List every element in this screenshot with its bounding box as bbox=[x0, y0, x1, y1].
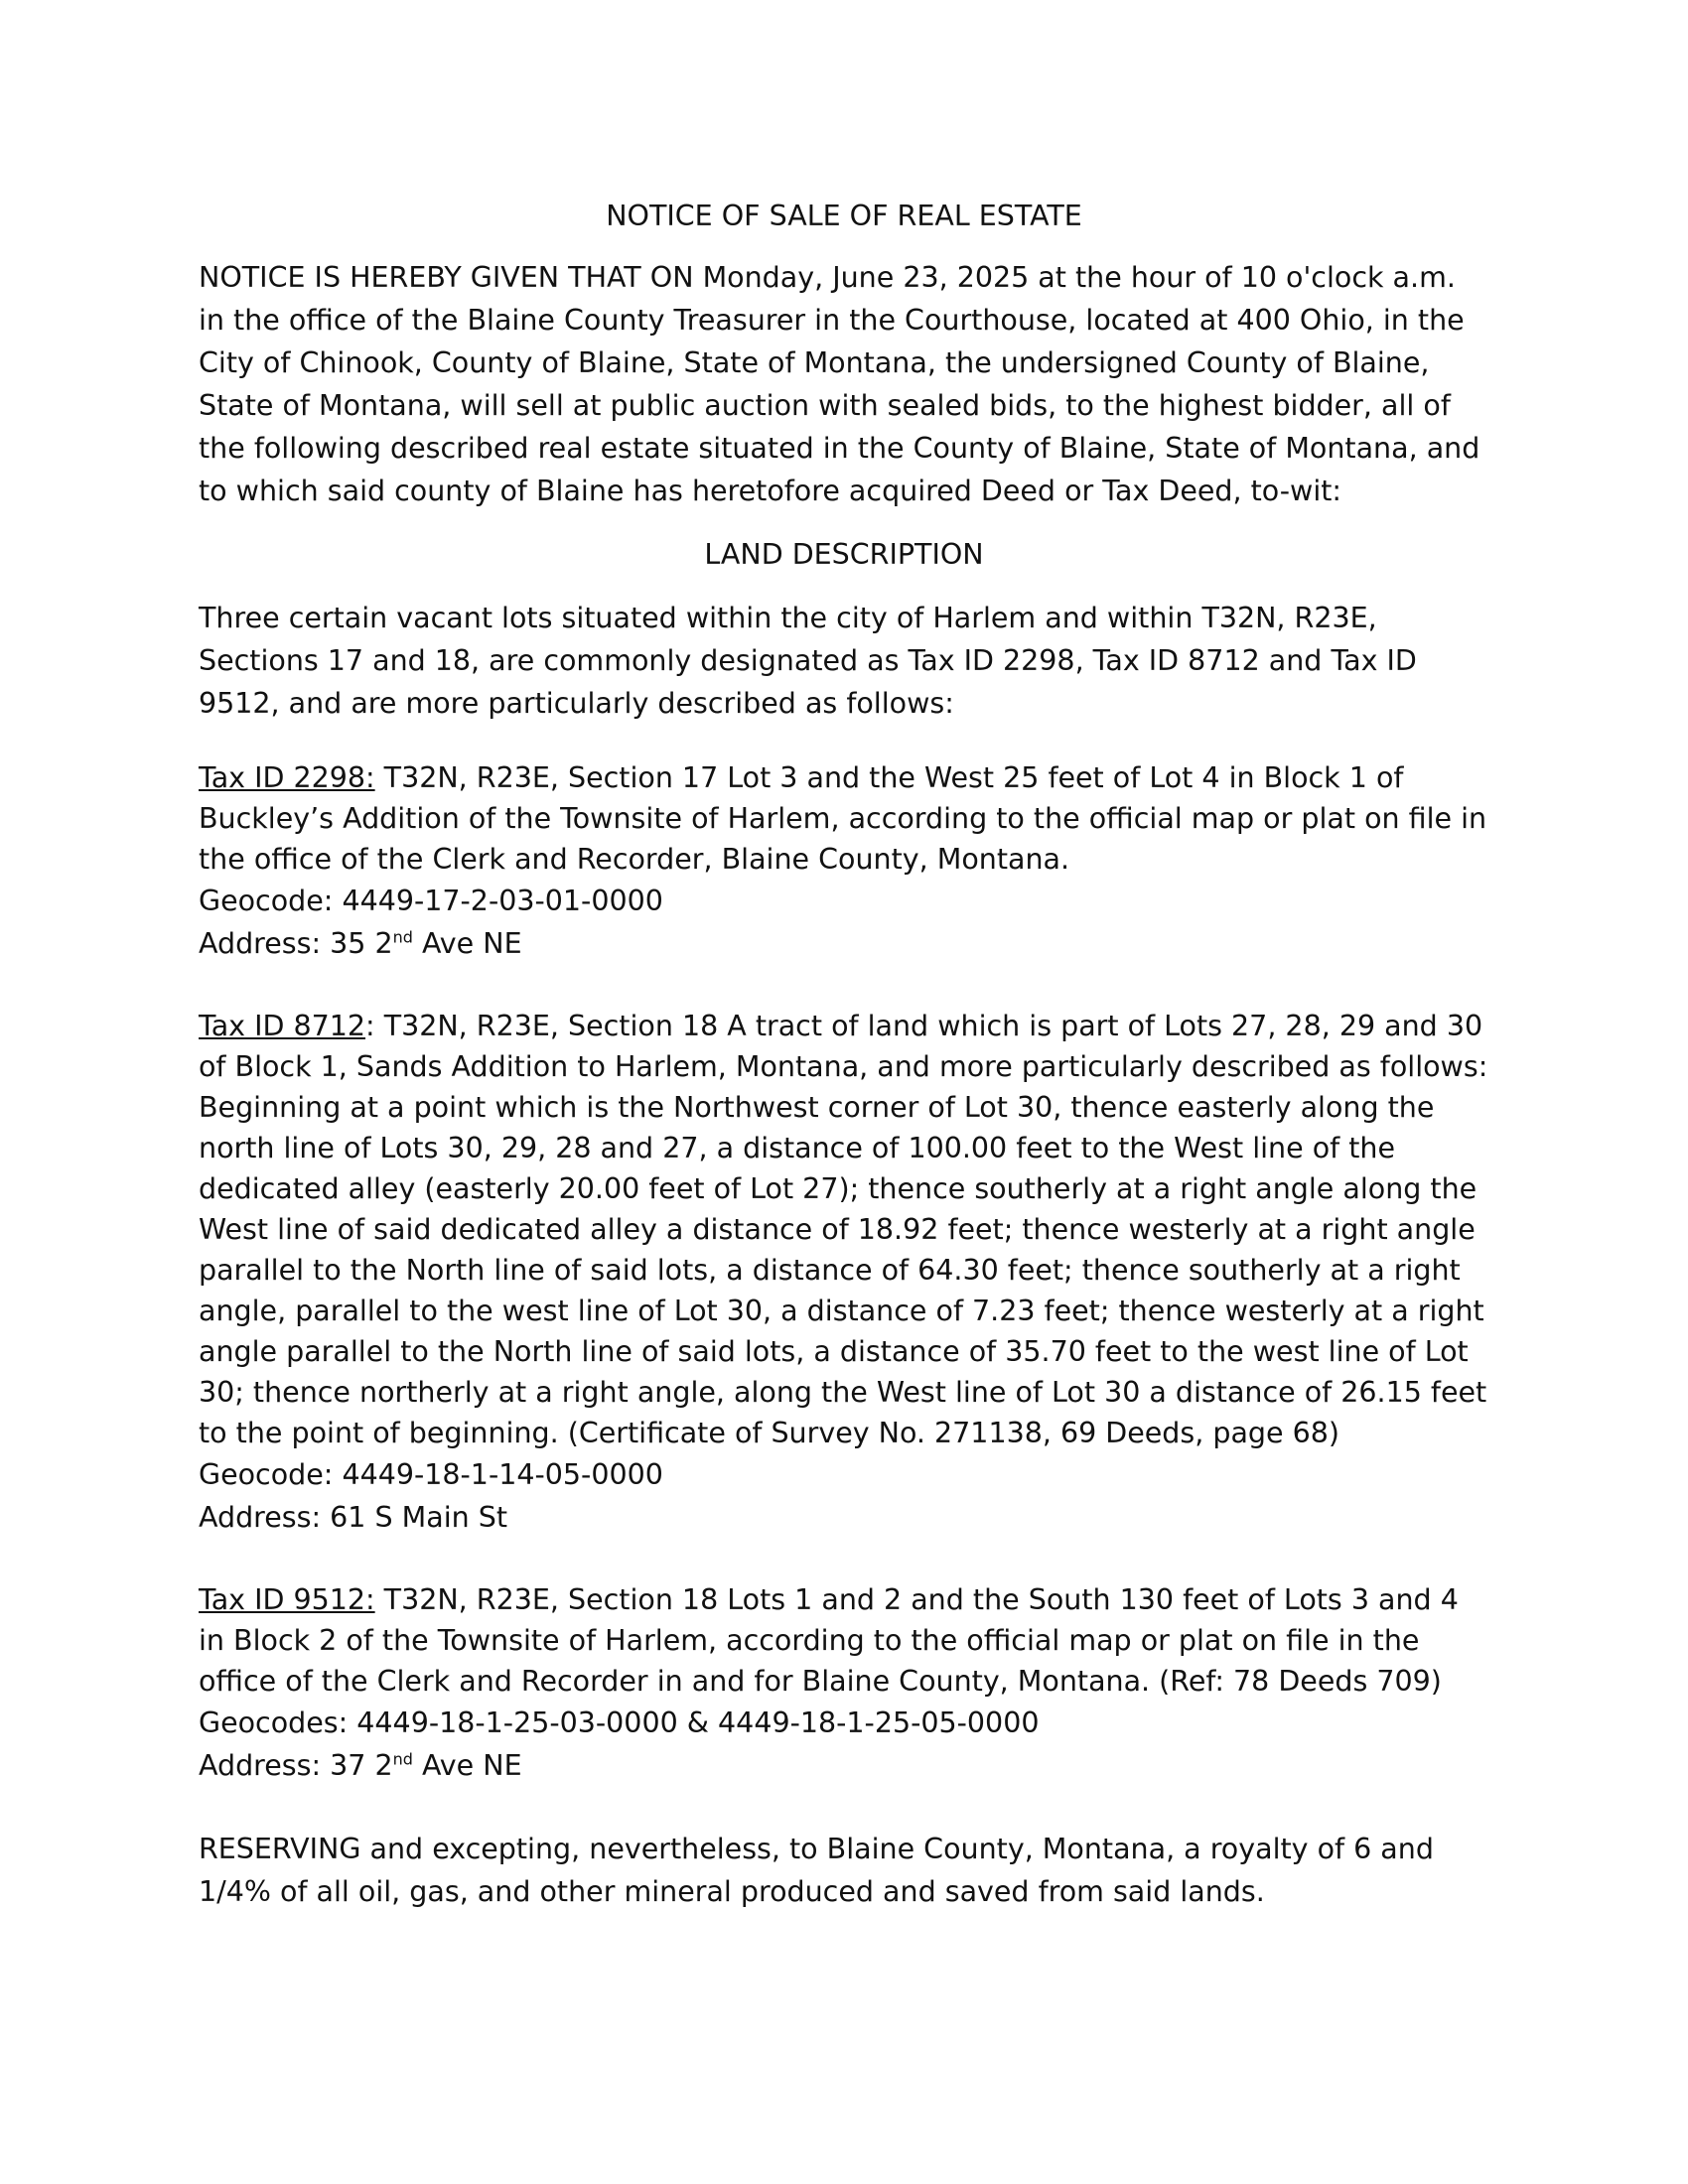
address-superscript: nd bbox=[392, 1749, 413, 1769]
tract-text: T32N, R23E, Section 18 Lots 1 and 2 and the South 130 feet of Lots 3 and 4 in Block 2 of the Townsite of Harlem, according to the official map or plat on file in the office of the Clerk and Recorder in and for Blaine County, Montana. (Ref: 78 Deeds 709) bbox=[199, 1583, 1459, 1698]
tract-8712 bbox=[199, 1006, 1489, 1539]
address-superscript: nd bbox=[392, 927, 413, 947]
tract-label: Tax ID 8712 bbox=[199, 1010, 366, 1042]
address-prefix: Address: 35 2 bbox=[199, 927, 393, 960]
spacer bbox=[199, 1787, 1489, 1828]
tract-9512 bbox=[199, 1579, 1489, 1787]
tract-label: Tax ID 9512: bbox=[199, 1583, 375, 1616]
address-prefix: Address: 37 2 bbox=[199, 1749, 393, 1782]
address: Address: 61 S Main St bbox=[199, 1501, 507, 1534]
reservation-paragraph: RESERVING and excepting, nevertheless, to Blaine County, Montana, a royalty of 6 and 1/4% of all oil, gas, and other mineral produced and saved from said lands. bbox=[199, 1833, 1434, 1908]
document-page bbox=[199, 195, 1489, 1934]
address bbox=[199, 922, 1489, 965]
tract-text: : T32N, R23E, Section 18 A tract of land which is part of Lots 27, 28, 29 and 30 of Block 1, Sands Addition to Harlem, Montana, and more particularly described as follows: Beginning at a point which is the Northwest corner of Lot 30, thence easterly along the north line of Lots 30, 29, 28 and 27, a distance of 100.00 feet to the West line of the dedicated alley (easterly 20.00 feet of Lot 27); thence southerly at a right angle along the West line of said dedicated alley a distance of 18.92 feet; thence westerly at a right angle parallel to the North line of said lots, a distance of 64.30 feet; thence southerly at a right angle, parallel to the west line of Lot 30, a distance of 7.23 feet; thence westerly at a right angle parallel to the North line of said lots, a distance of 35.70 feet to the west line of Lot 30; thence northerly at a right angle, along the West line of Lot 30 a distance of 26.15 feet to the point of beginning. (Certificate of Survey No. 271138, 69 Deeds, page 68) bbox=[199, 1010, 1488, 1449]
tract-description bbox=[199, 1006, 1489, 1453]
intro-paragraph: NOTICE IS HEREBY GIVEN THAT ON Monday, June 23, 2025 at the hour of 10 o'clock a.m. in the office of the Blaine County Treasurer in the Courthouse, located at 400 Ohio, in the City of Chinook, County of Blaine, State of Montana, the undersigned County of Blaine, State of Montana, will sell at public auction with sealed bids, to the highest bidder, all of the following described real estate situated in the County of Blaine, State of Montana, and to which said county of Blaine has heretofore acquired Deed or Tax Deed, to-wit: bbox=[199, 261, 1480, 507]
tract-2298 bbox=[199, 757, 1489, 965]
geocode: Geocode: 4449-18-1-14-05-0000 bbox=[199, 1458, 663, 1491]
tract-text: T32N, R23E, Section 17 Lot 3 and the West 25 feet of Lot 4 in Block 1 of Buckley’s Addition of the Townsite of Harlem, according to the official map or plat on file in the office of the Clerk and Recorder, Blaine County, Montana. bbox=[199, 761, 1487, 876]
land-description-heading: LAND DESCRIPTION bbox=[704, 538, 984, 571]
geocode: Geocodes: 4449-18-1-25-03-0000 & 4449-18-1-25-05-0000 bbox=[199, 1706, 1040, 1739]
tract-description bbox=[199, 1579, 1489, 1702]
spacer bbox=[199, 1539, 1489, 1579]
tract-description bbox=[199, 757, 1489, 880]
address-suffix: Ave NE bbox=[412, 1749, 522, 1782]
spacer bbox=[199, 965, 1489, 1006]
address bbox=[199, 1744, 1489, 1787]
geocode: Geocode: 4449-17-2-03-01-0000 bbox=[199, 885, 663, 917]
tract-label: Tax ID 2298: bbox=[199, 761, 375, 794]
address-suffix: Ave NE bbox=[412, 927, 522, 960]
page-title: NOTICE OF SALE OF REAL ESTATE bbox=[606, 200, 1082, 232]
land-intro-paragraph: Three certain vacant lots situated within the city of Harlem and within T32N, R23E, Sections 17 and 18, are commonly designated as Tax ID 2298, Tax ID 8712 and Tax ID 9512, and are more particularly described as follows: bbox=[199, 602, 1417, 720]
